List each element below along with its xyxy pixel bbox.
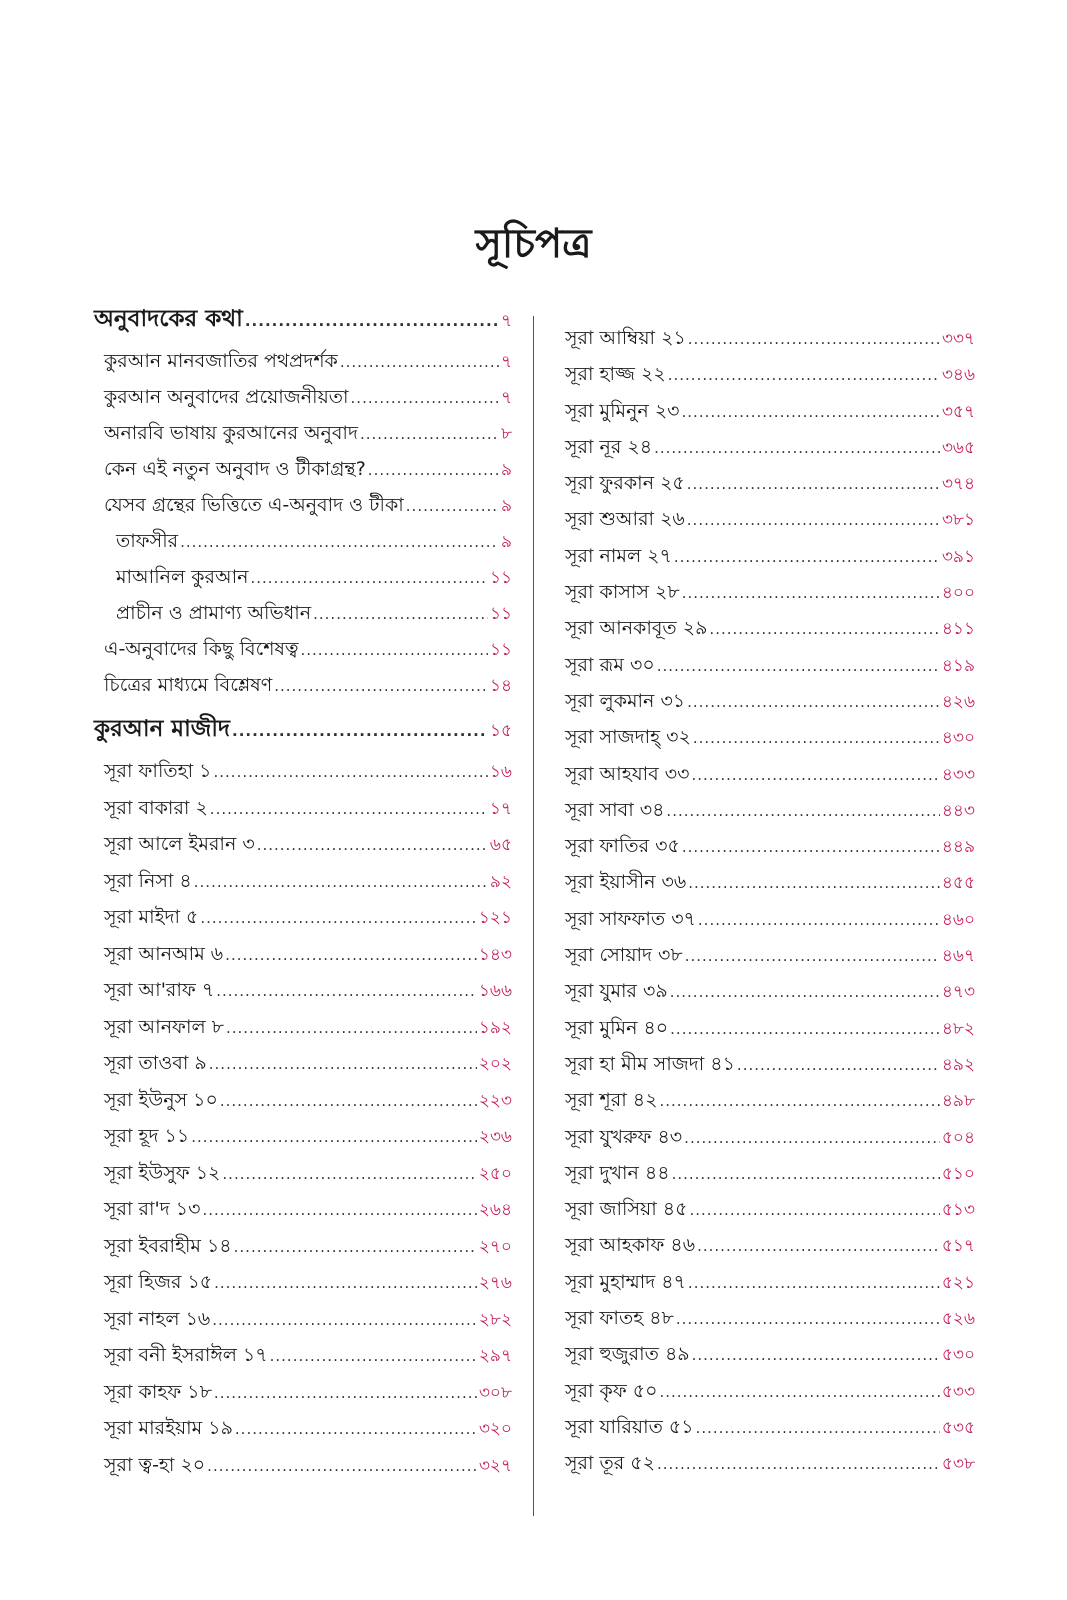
toc-entry[interactable] — [104, 1191, 512, 1228]
dot-leader — [313, 596, 488, 632]
toc-entry[interactable] — [565, 828, 975, 864]
toc-page-number: ৪৬৭ — [941, 946, 975, 967]
dot-leader — [682, 575, 940, 611]
toc-entry-label: তাফসীর — [116, 530, 179, 552]
toc-entry[interactable] — [565, 864, 975, 900]
toc-entry-label: সূরা নূর ২৪ — [565, 435, 653, 458]
toc-entry-label: কেন এই নতুন অনুবাদ ও টীকাগ্রন্থ? — [104, 458, 366, 480]
toc-entry-label: সূরা সাবা ৩৪ — [565, 798, 665, 821]
toc-entry-label: সূরা নামল ২৭ — [565, 544, 672, 567]
toc-entry[interactable] — [565, 320, 975, 356]
toc-entry[interactable] — [565, 1373, 975, 1409]
dot-leader — [659, 1083, 939, 1119]
toc-entry-label: সূরা দুখান ৪৪ — [565, 1161, 670, 1184]
toc-entry-label: সূরা নিসা ৪ — [104, 869, 192, 892]
column-divider — [533, 316, 534, 1516]
dot-leader — [216, 973, 477, 1010]
toc-entry[interactable] — [565, 1336, 975, 1372]
toc-entry[interactable] — [565, 465, 975, 501]
toc-entry[interactable] — [104, 559, 512, 595]
toc-entry[interactable] — [565, 683, 975, 719]
toc-entry[interactable] — [104, 826, 512, 863]
toc-section-items — [94, 753, 512, 1483]
dot-leader — [360, 416, 499, 452]
dot-leader — [180, 524, 499, 560]
toc-page-number: ৪১৯ — [941, 655, 975, 676]
toc-entry-label: সূরা তাওবা ৯ — [104, 1052, 207, 1074]
toc-entry-label: সূরা সাফফাত ৩৭ — [565, 907, 696, 930]
dot-leader — [270, 1338, 477, 1375]
toc-page-number: ২৯৭ — [478, 1346, 512, 1366]
dot-leader — [687, 684, 940, 720]
dot-leader — [687, 466, 940, 502]
toc-entry[interactable] — [104, 595, 512, 631]
dot-leader — [212, 1302, 477, 1339]
dot-leader — [245, 307, 499, 335]
toc-entry-label: মাআনিল কুরআন — [116, 566, 249, 588]
toc-page-number: ২৭৬ — [478, 1273, 512, 1293]
dot-leader — [693, 720, 940, 756]
toc-entry-label: সূরা ত্ব-হা ২০ — [104, 1453, 206, 1476]
toc-entry[interactable] — [104, 487, 512, 523]
toc-entry-label: সূরা ফাতহ ৪৮ — [565, 1307, 674, 1330]
toc-entry[interactable] — [565, 393, 975, 429]
toc-page-number: ৪৯২ — [941, 1054, 975, 1075]
dot-leader — [351, 380, 499, 416]
dot-leader — [689, 1192, 939, 1228]
dot-leader — [274, 668, 488, 704]
toc-entry-label: সূরা রা'দ ১৩ — [104, 1198, 201, 1220]
toc-entry[interactable] — [565, 1010, 975, 1046]
toc-entry[interactable] — [104, 790, 512, 827]
toc-entry[interactable] — [565, 1191, 975, 1227]
toc-page-number: ১২১ — [478, 908, 512, 928]
toc-right-column — [565, 320, 975, 1482]
toc-entry-label: সূরা ফুরকান ২৫ — [565, 472, 685, 495]
dot-leader — [691, 757, 939, 793]
toc-entry[interactable] — [104, 415, 512, 451]
dot-leader — [657, 648, 940, 684]
toc-entry[interactable] — [565, 1300, 975, 1336]
toc-entry[interactable] — [104, 972, 512, 1009]
page-title: সূচিপত্র — [475, 221, 592, 267]
dot-leader — [666, 793, 939, 829]
toc-page-number: ২৮২ — [478, 1309, 512, 1330]
toc-entry[interactable] — [104, 1374, 512, 1411]
toc-entry-label: সূরা মাইদা ৫ — [104, 906, 199, 928]
toc-entry[interactable] — [565, 792, 975, 828]
toc-page-number: ১৪ — [489, 676, 512, 696]
toc-entry[interactable] — [565, 501, 975, 537]
toc-entry-label: সূরা তূর ৫২ — [565, 1452, 655, 1475]
toc-page-number: ৪৯৮ — [941, 1091, 975, 1112]
toc-entry-label: সূরা আ'রাফ ৭ — [104, 979, 215, 1001]
toc-entry-label: সূরা আনফাল ৮ — [104, 1015, 224, 1038]
toc-entry[interactable] — [104, 1009, 512, 1046]
dot-leader — [696, 1410, 940, 1446]
toc-page-number: ৪১১ — [941, 619, 975, 640]
toc-entry[interactable] — [104, 1118, 512, 1155]
toc-entry[interactable] — [565, 610, 975, 646]
toc-entry-label: সূরা মারইয়াম ১৯ — [104, 1417, 233, 1439]
toc-page-number: ৪৫৫ — [941, 873, 975, 894]
toc-page-number: ৪৭৩ — [941, 982, 975, 1003]
toc-page-number: ৯ — [500, 532, 512, 552]
toc-entry-label: সূরা ফাতির ৩৫ — [565, 835, 680, 858]
dot-leader — [209, 1046, 477, 1083]
toc-entry-label: সূরা কাসাস ২৮ — [565, 581, 680, 604]
toc-entry[interactable] — [104, 1301, 512, 1338]
toc-entry[interactable] — [565, 1264, 975, 1300]
toc-entry[interactable] — [565, 429, 975, 465]
toc-entry[interactable] — [565, 937, 975, 973]
toc-entry[interactable] — [565, 1082, 975, 1118]
toc-entry[interactable] — [104, 631, 512, 667]
dot-leader — [684, 1120, 940, 1156]
toc-entry-label: সূরা ইবরাহীম ১৪ — [104, 1234, 232, 1257]
toc-entry-label: সূরা রূম ৩০ — [565, 653, 655, 676]
toc-page-number: ৫১৩ — [941, 1200, 975, 1221]
dot-leader — [698, 902, 940, 938]
toc-entry[interactable] — [565, 901, 975, 937]
toc-page-number: ৪৬০ — [941, 909, 975, 930]
toc-page-number: ১১ — [489, 604, 512, 624]
toc-entry[interactable] — [565, 574, 975, 610]
toc-page-number: ৫০৪ — [941, 1127, 975, 1148]
toc-page-number: ৪৪৯ — [941, 837, 975, 858]
toc-page-number: ৪৮২ — [941, 1018, 975, 1039]
toc-entry-label: সূরা হাজ্জ ২২ — [565, 363, 666, 386]
dot-leader — [657, 1446, 940, 1482]
dot-leader — [688, 865, 940, 901]
dot-leader — [214, 1375, 477, 1412]
toc-page-number: ৩৩৭ — [941, 329, 975, 349]
toc-entry-label: সূরা মুহাম্মাদ ৪৭ — [565, 1270, 686, 1293]
toc-entry[interactable] — [104, 451, 512, 487]
dot-leader — [682, 394, 940, 430]
toc-entry-label: সূরা শুআরা ২৬ — [565, 508, 685, 531]
dot-leader — [220, 1083, 477, 1120]
toc-entry[interactable] — [104, 1082, 512, 1119]
toc-entry[interactable] — [565, 756, 975, 792]
toc-page-number: ১৬৬ — [478, 981, 512, 1001]
toc-entry[interactable] — [565, 356, 975, 392]
toc-entry-label: চিত্রের মাধ্যমে বিশ্লেষণ — [104, 674, 273, 696]
toc-entry-label: সূরা আহযাব ৩৩ — [565, 762, 690, 785]
dot-leader — [672, 1156, 940, 1192]
toc-heading-label: অনুবাদকের কথা — [94, 306, 243, 332]
toc-entry-label: সূরা ইয়াসীন ৩৬ — [565, 871, 687, 894]
toc-page-number: ১৭ — [489, 798, 512, 819]
toc-entry[interactable] — [565, 1445, 975, 1481]
dot-leader — [676, 1301, 940, 1337]
toc-entry-label: অনারবি ভাষায় কুরআনের অনুবাদ — [104, 422, 358, 444]
toc-entry[interactable] — [104, 1228, 512, 1265]
toc-entry-label: সূরা যারিয়াত ৫১ — [565, 1415, 694, 1438]
dot-leader — [368, 452, 499, 488]
toc-page-number: ৪৩০ — [941, 728, 975, 749]
dot-leader — [670, 1011, 940, 1047]
toc-entry-label: সূরা মুমিন ৪০ — [565, 1016, 669, 1039]
dot-leader — [225, 937, 477, 974]
toc-entry-label: সূরা আলে ইমরান ৩ — [104, 833, 255, 855]
toc-entry-label: সূরা যুমার ৩৯ — [565, 980, 668, 1003]
toc-page-number: ৩৫৭ — [941, 401, 975, 422]
toc-page-number: ৪০০ — [941, 583, 975, 604]
toc-entry-label: কুরআন অনুবাদের প্রয়োজনীয়তা — [104, 386, 349, 408]
dot-leader — [191, 1119, 477, 1156]
toc-left-column — [94, 305, 512, 1483]
toc-entry-label: সূরা লুকমান ৩১ — [565, 689, 686, 712]
toc-entry[interactable] — [565, 1409, 975, 1445]
toc-page-number: ২৩৬ — [478, 1127, 512, 1147]
toc-entry-label: সূরা ইউনুস ১০ — [104, 1088, 218, 1111]
toc-page-number: ৯ — [500, 496, 512, 516]
toc-entry[interactable] — [104, 667, 512, 703]
toc-entry-label: সূরা হূদ ১১ — [104, 1125, 190, 1147]
dot-leader — [697, 1228, 940, 1264]
toc-entry-label: এ-অনুবাদের কিছু বিশেষত্ব — [104, 638, 299, 660]
toc-entry[interactable] — [104, 1337, 512, 1374]
dot-leader — [235, 1411, 477, 1448]
toc-page-number: ৭ — [500, 311, 512, 331]
dot-leader — [688, 1265, 940, 1301]
toc-entry[interactable] — [565, 1155, 975, 1191]
dot-leader — [214, 754, 488, 791]
toc-section-items — [565, 320, 975, 1482]
dot-leader — [210, 791, 488, 828]
toc-page-number: ৪৩৩ — [941, 764, 975, 785]
toc-page-number: ৪৪৩ — [941, 800, 975, 821]
toc-entry-label: সূরা হুজুরাত ৪৯ — [565, 1343, 690, 1366]
toc-entry-label: সূরা হিজর ১৫ — [104, 1271, 213, 1293]
toc-entry-label: সূরা জাসিয়া ৪৫ — [565, 1198, 688, 1221]
toc-page-number: ৭ — [500, 388, 512, 408]
dot-leader — [340, 344, 499, 380]
toc-page-number: ৩৯১ — [941, 546, 975, 567]
toc-entry-label: সূরা মুমিনুন ২৩ — [565, 399, 680, 422]
toc-page-number: ৫১০ — [941, 1163, 975, 1184]
toc-page-number: ২৭০ — [478, 1236, 512, 1257]
toc-page-number: ৩০৮ — [478, 1382, 512, 1403]
dot-leader — [659, 1374, 939, 1410]
dot-leader — [682, 829, 940, 865]
dot-leader — [226, 1010, 477, 1047]
toc-page-number: ৮ — [500, 424, 512, 444]
toc-page-number: ১১ — [489, 568, 512, 588]
toc-page-number: ৫২৬ — [941, 1309, 975, 1330]
toc-page-number: ২২৩ — [478, 1090, 512, 1111]
toc-section-heading[interactable] — [94, 715, 512, 745]
toc-entry-label: সূরা যুখরুফ ৪৩ — [565, 1125, 683, 1148]
toc-page-number: ১৪৩ — [478, 944, 512, 965]
toc-entry[interactable] — [104, 1045, 512, 1082]
toc-entry-label: প্রাচীন ও প্রামাণ্য অভিধান — [116, 602, 312, 624]
toc-entry[interactable] — [104, 899, 512, 936]
toc-entry-label: সূরা কাহফ ১৮ — [104, 1380, 212, 1403]
dot-leader — [688, 321, 940, 357]
toc-entry[interactable] — [104, 343, 512, 379]
toc-entry-label: সূরা আহকাফ ৪৬ — [565, 1234, 696, 1257]
toc-entry[interactable] — [565, 647, 975, 683]
toc-entry[interactable] — [565, 1227, 975, 1263]
toc-entry[interactable] — [565, 1119, 975, 1155]
dot-leader — [250, 560, 487, 596]
dot-leader — [737, 1047, 940, 1083]
toc-section-items — [94, 343, 512, 703]
dot-leader — [234, 1229, 477, 1266]
dot-leader — [654, 430, 940, 466]
toc-page-number: ৫১৭ — [941, 1236, 975, 1257]
dot-leader — [202, 1192, 476, 1229]
toc-entry[interactable] — [565, 973, 975, 1009]
toc-page-number: ১৯২ — [478, 1017, 512, 1038]
toc-entry-label: সূরা আনআম ৬ — [104, 942, 224, 965]
dot-leader — [687, 502, 940, 538]
toc-page-number: ১৬ — [489, 762, 512, 782]
toc-entry-label: সূরা আনকাবূত ২৯ — [565, 617, 708, 640]
toc-page-number: ৪২৬ — [941, 691, 975, 712]
toc-entry-label: সূরা শূরা ৪২ — [565, 1089, 658, 1112]
toc-entry[interactable] — [104, 753, 512, 790]
dot-leader — [232, 717, 488, 745]
toc-page-number: ৩২০ — [478, 1419, 512, 1439]
toc-entry[interactable] — [104, 936, 512, 973]
toc-entry[interactable] — [104, 1155, 512, 1192]
dot-leader — [200, 900, 477, 937]
toc-entry-label: সূরা নাহল ১৬ — [104, 1307, 211, 1330]
dot-leader — [300, 632, 487, 668]
dot-leader — [406, 488, 499, 524]
toc-entry-label: সূরা হা মীম সাজদা ৪১ — [565, 1052, 735, 1075]
toc-page-number: ৫২১ — [941, 1272, 975, 1293]
toc-page-number: ৩৪৬ — [941, 365, 975, 386]
toc-entry-label: সূরা কৃফ ৫০ — [565, 1379, 658, 1402]
toc-entry-label: সূরা সোয়াদ ৩৮ — [565, 944, 683, 967]
toc-entry-label: সূরা সাজদাহ্ ৩২ — [565, 726, 691, 749]
dot-leader — [685, 938, 940, 974]
toc-section-heading[interactable] — [94, 305, 512, 335]
toc-entry[interactable] — [104, 1264, 512, 1301]
dot-leader — [670, 974, 940, 1010]
dot-leader — [194, 864, 488, 901]
dot-leader — [214, 1265, 477, 1302]
toc-entry-label: যেসব গ্রন্থের ভিত্তিতে এ-অনুবাদ ও টীকা — [104, 494, 404, 516]
toc-entry[interactable] — [104, 863, 512, 900]
toc-entry-label: সূরা আম্বিয়া ২১ — [565, 327, 686, 349]
toc-entry[interactable] — [104, 1410, 512, 1447]
toc-entry[interactable] — [565, 538, 975, 574]
toc-entry[interactable] — [104, 379, 512, 415]
toc-entry[interactable] — [565, 719, 975, 755]
toc-page-number: ৯২ — [489, 871, 512, 892]
dot-leader — [207, 1448, 477, 1485]
toc-entry-label: কুরআন মানবজাতির পথপ্রদর্শক — [104, 350, 338, 372]
toc-page-number: ১৫ — [489, 721, 512, 741]
toc-page-number: ১১ — [489, 640, 512, 660]
toc-page-number: ৬৫ — [489, 835, 512, 855]
toc-entry-label: সূরা ইউসুফ ১২ — [104, 1161, 221, 1184]
dot-leader — [668, 357, 940, 393]
toc-entry[interactable] — [104, 523, 512, 559]
toc-page-number: ২৬৪ — [478, 1200, 512, 1220]
dot-leader — [674, 539, 940, 575]
toc-page-number: ৫৩০ — [941, 1345, 975, 1366]
dot-leader — [709, 611, 939, 647]
toc-entry-label: সূরা বাকারা ২ — [104, 796, 208, 819]
toc-page-number: ৫৩৮ — [941, 1454, 975, 1475]
dot-leader — [257, 827, 488, 864]
toc-page-number: ৫৩৫ — [941, 1417, 975, 1438]
toc-page-number: ২৫০ — [478, 1163, 512, 1184]
toc-page-number: ৩৬৫ — [941, 437, 975, 458]
toc-page-number: ২০২ — [478, 1054, 512, 1074]
toc-entry-label: সূরা ফাতিহা ১ — [104, 760, 212, 782]
dot-leader — [222, 1156, 476, 1193]
toc-entry[interactable] — [104, 1447, 512, 1484]
toc-page-number: ৫৩৩ — [941, 1381, 975, 1402]
toc-heading-label: কুরআন মাজীদ — [94, 716, 230, 742]
toc-page-number: ৭ — [500, 352, 512, 372]
toc-page-number: ৯ — [500, 460, 512, 480]
toc-entry-label: সূরা বনী ইসরাঈল ১৭ — [104, 1344, 268, 1366]
dot-leader — [692, 1337, 940, 1373]
toc-page-number: ৩২৭ — [478, 1455, 512, 1476]
toc-page-number: ৩৮১ — [941, 510, 975, 531]
toc-page-number: ৩৭৪ — [941, 474, 975, 495]
toc-entry[interactable] — [565, 1046, 975, 1082]
